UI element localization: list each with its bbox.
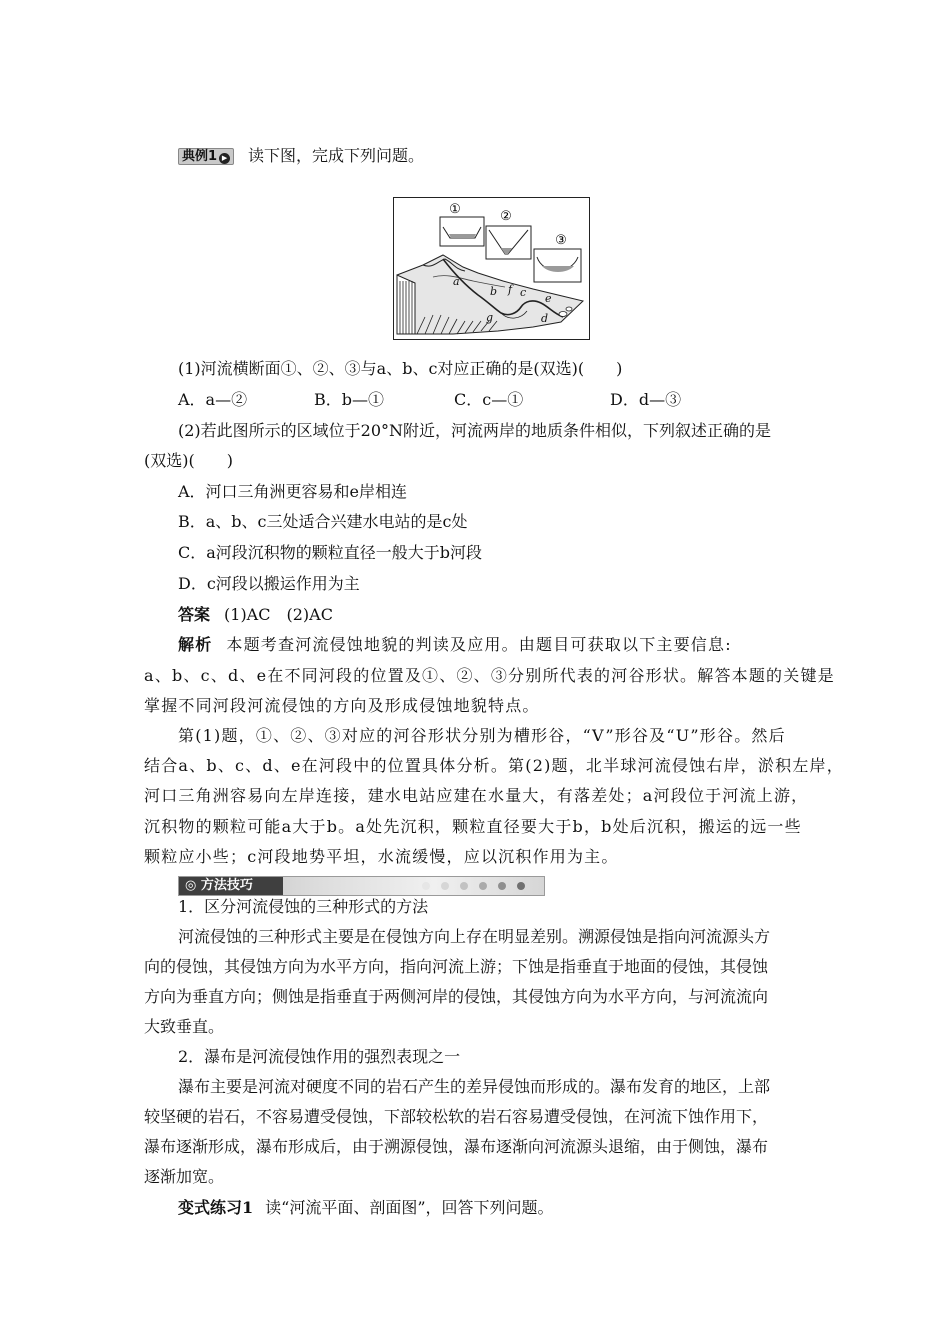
decor-dot [422, 882, 430, 890]
answer-text: (1)AC (2)AC [224, 605, 333, 624]
analysis-line-4: 第(1)题，①、②、③对应的河谷形状分别为槽形谷，“V”形谷及“U”形谷。然后 [178, 726, 786, 745]
q2-option-a: A．河口三角洲更容易和e岸相连 [178, 482, 408, 501]
method-2-title: 2．瀑布是河流侵蚀作用的强烈表现之一 [178, 1047, 461, 1066]
point-label-f: f [508, 283, 513, 296]
decor-dot [517, 882, 525, 890]
play-icon: ▶ [219, 153, 230, 164]
section-label-3: ③ [555, 233, 567, 248]
analysis-line-1: 解析 本题考查河流侵蚀地貌的判读及应用。由题目可获取以下主要信息: [178, 635, 732, 654]
analysis-line-5: 结合a、b、c、d、e在河段中的位置具体分析。第(2)题，北半球河流侵蚀右岸，淤积左岸， [144, 756, 844, 775]
q1-option-a: A．a—② [178, 390, 248, 409]
point-label-d: d [541, 312, 549, 325]
example-badge: 典例1 ▶ [178, 148, 234, 165]
point-label-g: g [486, 311, 494, 324]
section-label-1: ① [449, 202, 461, 217]
example-intro: 读下图，完成下列问题。 [248, 146, 425, 165]
decor-dot [498, 882, 506, 890]
point-label-a: a [453, 275, 460, 288]
exercise-label: 变式练习1 [178, 1198, 254, 1217]
question-1-stem: (1)河流横断面①、②、③与a、b、c对应正确的是(双选)( ) [178, 359, 623, 378]
decor-dot [441, 882, 449, 890]
method-2-line-4: 逐渐加宽。 [144, 1167, 225, 1186]
method-1-line-2: 向的侵蚀，其侵蚀方向为水平方向，指向河流上游；下蚀是指垂直于地面的侵蚀，其侵蚀 [144, 957, 769, 976]
q1-option-d: D．d—③ [610, 390, 682, 409]
analysis-line-6: 河口三角洲容易向左岸连接，建水电站应建在水量大，有落差处；a河段位于河流上游， [144, 786, 809, 805]
q2-option-b: B．a、b、c三处适合兴建水电站的是c处 [178, 512, 468, 531]
method-1-line-4: 大致垂直。 [144, 1017, 225, 1036]
method-1-line-3: 方向为垂直方向；侧蚀是指垂直于两侧河岸的侵蚀，其侵蚀方向为水平方向，与河流流向 [144, 987, 769, 1006]
decor-dot [460, 882, 468, 890]
example-header [178, 146, 858, 166]
answer [178, 605, 858, 625]
analysis-label: 解析 [178, 635, 213, 654]
method-2-line-1: 瀑布主要是河流对硬度不同的岩石产生的差异侵蚀而形成的。瀑布发育的地区，上部 [178, 1077, 771, 1096]
q2-option-c: C．a河段沉积物的颗粒直径一般大于b河段 [178, 543, 483, 562]
analysis-line-3: 掌握不同河段河流侵蚀的方向及形成侵蚀地貌特点。 [144, 696, 540, 715]
section-label-2: ② [500, 209, 512, 224]
method-tips-label: ◎ 方法技巧 [179, 877, 283, 895]
method-1-title: 1．区分河流侵蚀的三种形式的方法 [178, 897, 429, 916]
method-2-line-2: 较坚硬的岩石，不容易遭受侵蚀，下部较松软的岩石容易遭受侵蚀，在河流下蚀作用下， [144, 1107, 769, 1126]
analysis-line-8: 颗粒应小些；c河段地势平坦，水流缓慢，应以沉积作用为主。 [144, 847, 619, 866]
analysis-line-2: a、b、c、d、e在不同河段的位置及①、②、③分别所代表的河谷形状。解答本题的关键是 [144, 666, 835, 685]
point-label-b: b [490, 285, 498, 298]
answer-label: 答案 [178, 605, 211, 624]
question-2-stem-line-2: (双选)( ) [144, 451, 233, 470]
point-label-e: e [545, 292, 552, 305]
river-landform-figure [393, 197, 590, 340]
method-1-line-1: 河流侵蚀的三种形式主要是在侵蚀方向上存在明显差别。溯源侵蚀是指向河流源头方 [178, 927, 771, 946]
decor-dot [479, 882, 487, 890]
point-label-c: c [520, 286, 527, 299]
exercise-text: 读“河流平面、剖面图”，回答下列问题。 [265, 1198, 554, 1217]
method-2-line-3: 瀑布逐渐形成，瀑布形成后，由于溯源侵蚀，瀑布逐渐向河流源头退缩，由于侧蚀，瀑布 [144, 1137, 769, 1156]
q1-option-b: B．b—① [314, 390, 385, 409]
method-tips-bar [178, 876, 545, 896]
exercise [178, 1198, 858, 1218]
question-2-stem-line-1: (2)若此图所示的区域位于20°N附近，河流两岸的地质条件相似，下列叙述正确的是 [178, 421, 772, 440]
q1-option-c: C．c—① [454, 390, 524, 409]
analysis-line-7: 沉积物的颗粒可能a大于b。a处先沉积，颗粒直径要大于b，b处后沉积，搬运的远一些 [144, 817, 802, 836]
q2-option-d: D．c河段以搬运作用为主 [178, 574, 360, 593]
